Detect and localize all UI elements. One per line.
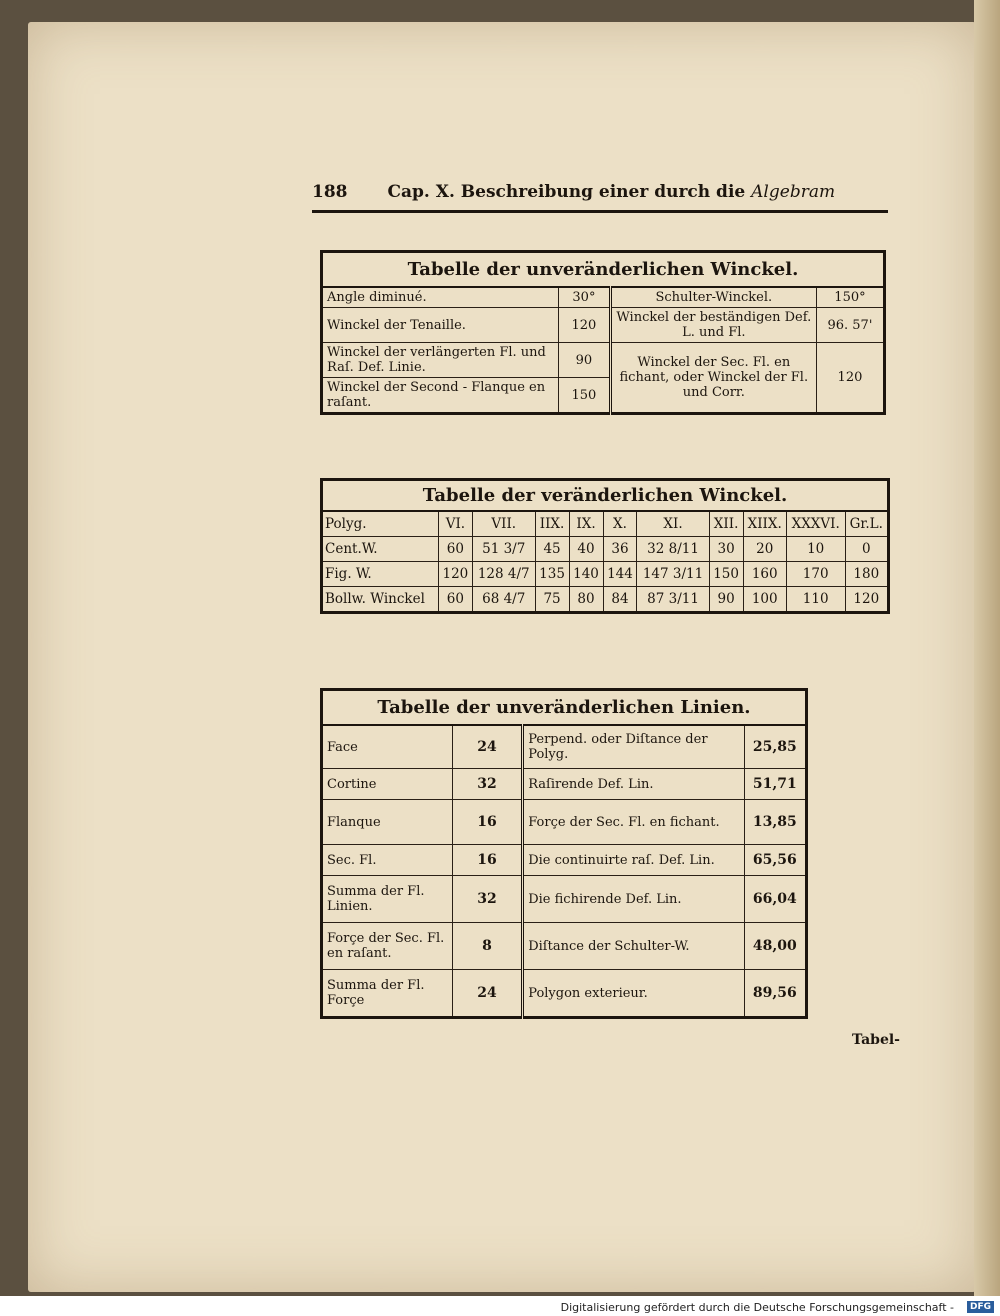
cell-label: Forçe der Sec. Fl. en fichant. (523, 800, 744, 845)
page-edge (974, 0, 1000, 1296)
cell-value: 51,71 (744, 769, 806, 800)
table-cell: 60 (438, 537, 472, 562)
header-cell: XIIX. (743, 511, 786, 537)
cell-value: 32 (452, 769, 522, 800)
table-cell: 90 (709, 587, 743, 613)
table-cell: 0 (845, 537, 888, 562)
table-cell: 40 (569, 537, 603, 562)
cell-label: Summa der Fl. Forçe (322, 970, 453, 1018)
table-variable-angles (320, 478, 890, 614)
header-cell: Polyg. (322, 511, 439, 537)
cell-value: 120 (816, 343, 884, 414)
cell-value: 150° (816, 287, 884, 308)
table-cell: 140 (569, 562, 603, 587)
header-cell: Gr.L. (845, 511, 888, 537)
cell-value: 8 (452, 923, 522, 970)
header-cell: XII. (709, 511, 743, 537)
catchword: Tabel- (852, 1032, 900, 1048)
table-row (322, 343, 885, 378)
table-cell: 180 (845, 562, 888, 587)
chapter-title: Cap. X. Beschreibung einer durch die Algebram (387, 182, 836, 202)
cell-value: 89,56 (744, 970, 806, 1018)
table-cell: 160 (743, 562, 786, 587)
table-row (322, 845, 807, 876)
table-cell: 87 3/11 (637, 587, 709, 613)
cell-label: Angle diminué. (322, 287, 559, 308)
table-cell: 75 (535, 587, 569, 613)
table-cell: 36 (603, 537, 637, 562)
row-label: Cent.W. (322, 537, 439, 562)
table-row (322, 769, 807, 800)
cell-value: 25,85 (744, 725, 806, 769)
cell-value: 24 (452, 970, 522, 1018)
table-invariable-angles (320, 250, 886, 415)
cell-label: Summa der Fl. Linien. (322, 876, 453, 923)
table-cell: 45 (535, 537, 569, 562)
cell-label: Diſtance der Schulter-W. (523, 923, 744, 970)
table-cell: 10 (786, 537, 845, 562)
cell-label: Raſirende Def. Lin. (523, 769, 744, 800)
table-cell: 144 (603, 562, 637, 587)
table-cell: 147 3/11 (637, 562, 709, 587)
cell-label: Winckel der Tenaille. (322, 308, 559, 343)
header-cell: VII. (472, 511, 535, 537)
header-cell: XXXVI. (786, 511, 845, 537)
table-caption: Tabelle der unveränderlichen Linien. (322, 690, 807, 726)
row-label: Fig. W. (322, 562, 439, 587)
cell-label: Winckel der Sec. Fl. en fichant, oder Winckel der Fl. und Corr. (610, 343, 816, 414)
table-cell: 120 (438, 562, 472, 587)
cell-value: 96. 57' (816, 308, 884, 343)
cell-label: Perpend. oder Diſtance der Polyg. (523, 725, 744, 769)
dfg-logo: DFG (967, 1301, 994, 1313)
table-caption: Tabelle der unveränderlichen Winckel. (322, 252, 885, 288)
cell-value: 120 (559, 308, 611, 343)
table-row (322, 923, 807, 970)
cell-label: Polygon exterieur. (523, 970, 744, 1018)
table-cell: 84 (603, 587, 637, 613)
table-cell: 32 8/11 (637, 537, 709, 562)
table-row (322, 562, 889, 587)
cell-label: Winckel der verlängerten Fl. und Raſ. Def. Linie. (322, 343, 559, 378)
header-cell: X. (603, 511, 637, 537)
table-header-row (322, 511, 889, 537)
table-cell: 128 4/7 (472, 562, 535, 587)
cell-value: 48,00 (744, 923, 806, 970)
cell-value: 24 (452, 725, 522, 769)
table-row (322, 800, 807, 845)
table-row (322, 287, 885, 308)
table-caption: Tabelle der veränderlichen Winckel. (322, 480, 889, 512)
table-row (322, 725, 807, 769)
table-row (322, 587, 889, 613)
table-cell: 68 4/7 (472, 587, 535, 613)
table-cell: 80 (569, 587, 603, 613)
running-head (312, 182, 888, 202)
cell-value: 13,85 (744, 800, 806, 845)
header-cell: IIX. (535, 511, 569, 537)
header-rule (312, 210, 888, 213)
cell-label: Die continuirte raſ. Def. Lin. (523, 845, 744, 876)
cell-label: Winckel der Second - Flanque en raſant. (322, 378, 559, 414)
cell-value: 65,56 (744, 845, 806, 876)
table-row (322, 876, 807, 923)
footer-bar (0, 1296, 1000, 1316)
page-number: 188 (312, 182, 348, 202)
table-cell: 30 (709, 537, 743, 562)
table-cell: 51 3/7 (472, 537, 535, 562)
table-invariable-lines (320, 688, 808, 1019)
cell-value: 150 (559, 378, 611, 414)
cell-label: Cortine (322, 769, 453, 800)
cell-label: Schulter-Winckel. (610, 287, 816, 308)
cell-label: Face (322, 725, 453, 769)
cell-label: Flanque (322, 800, 453, 845)
header-cell: XI. (637, 511, 709, 537)
cell-value: 30° (559, 287, 611, 308)
table-row (322, 308, 885, 343)
cell-label: Sec. Fl. (322, 845, 453, 876)
header-cell: IX. (569, 511, 603, 537)
cell-value: 16 (452, 845, 522, 876)
cell-value: 90 (559, 343, 611, 378)
header-cell: VI. (438, 511, 472, 537)
table-cell: 150 (709, 562, 743, 587)
table-row (322, 970, 807, 1018)
cell-label: Winckel der beständigen Def. L. und Fl. (610, 308, 816, 343)
cell-label: Die fichirende Def. Lin. (523, 876, 744, 923)
cell-label: Forçe der Sec. Fl. en raſant. (322, 923, 453, 970)
table-row (322, 537, 889, 562)
table-cell: 20 (743, 537, 786, 562)
table-cell: 100 (743, 587, 786, 613)
cell-value: 66,04 (744, 876, 806, 923)
table-cell: 170 (786, 562, 845, 587)
cell-value: 32 (452, 876, 522, 923)
row-label: Bollw. Winckel (322, 587, 439, 613)
table-cell: 60 (438, 587, 472, 613)
cell-value: 16 (452, 800, 522, 845)
footer-credit: Digitalisierung gefördert durch die Deutsche Forschungsgemeinschaft - (560, 1301, 954, 1314)
table-cell: 110 (786, 587, 845, 613)
table-cell: 135 (535, 562, 569, 587)
table-cell: 120 (845, 587, 888, 613)
